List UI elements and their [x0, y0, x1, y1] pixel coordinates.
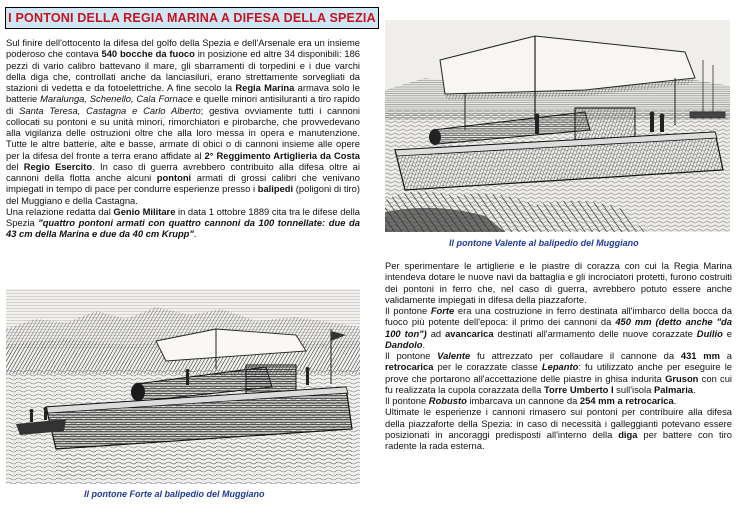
text-run: Genio Militare	[113, 205, 176, 217]
text-run: fu attrezzato per collaudare il cannone da	[470, 350, 681, 361]
text-run: 450 mm (detto anche "da 100 ton")	[385, 316, 732, 339]
text-run: Robusto	[428, 395, 467, 406]
text-run: .	[693, 383, 696, 395]
text-run: Il pontone	[385, 350, 438, 361]
text-run: Dandolo	[385, 338, 423, 350]
right-paragraph-3	[385, 350, 732, 395]
text-run: balipedi	[257, 183, 294, 195]
text-run: Sul finire dell'ottocento la difesa del golfo della Spezia e dell'Arsenale era un insieme poderoso che contava	[6, 37, 360, 60]
text-run: e	[722, 327, 733, 339]
text-run: e quelle minori antisiluranti a tiro rapido di	[6, 93, 360, 116]
text-run: .	[673, 395, 677, 406]
text-run: : fu utilizzato anche per eseguire le prove che portarono all'accettazione delle piastre in ghisa indurita	[385, 361, 732, 384]
right-paragraph-5	[385, 406, 732, 451]
text-run: in data 1 ottobre 1889 cita tra le difese della Spezia	[6, 205, 360, 228]
text-run: pontoni	[156, 172, 192, 183]
text-run: .	[422, 338, 426, 350]
text-run: Gruson	[665, 372, 699, 384]
text-run: Palmaria	[653, 383, 694, 395]
text-run: sull'isola	[613, 383, 654, 395]
text-run: Regia Marina	[235, 82, 295, 93]
text-run: avancarica	[445, 327, 494, 339]
text-run: per le corazzate classe	[433, 361, 542, 373]
text-run: Maralunga, Schenello, Cala Fornace	[40, 93, 193, 105]
caption-pontone-valente: Il pontone Valente al balipedio del Muggiano	[449, 238, 639, 248]
caption-pontone-forte: Il pontone Forte al balipedio del Muggiano	[84, 489, 265, 499]
text-run: Regio Esercito	[23, 160, 93, 172]
right-paragraph-4	[385, 395, 732, 406]
text-run: con cui fu realizzata la cupola corazzata della	[385, 372, 733, 395]
text-run: imbarcava un cannone da	[466, 395, 580, 406]
text-run: del	[6, 160, 24, 172]
text-run: Santa Teresa, Castagna e Carlo Alberto	[19, 104, 201, 116]
text-run: Ultimate le esperienze i cannoni rimasero sui pontoni per contribuire alla difesa della piazzaforte della Spezia: in caso di necessità i galleggianti potevano essere posizionati in ancoraggi predisposti all'interno della	[385, 406, 732, 440]
text-run: Valente	[437, 350, 471, 361]
text-run: . In caso di guerra avrebbero contribuito alla difesa oltre ai cannoni della flotta anche alcuni	[6, 160, 360, 183]
text-run: "quattro pontoni armati con quattro cannoni da 100 tonnellate: due da 43 cm della Marina e due da 40 cm Krupp"	[6, 217, 360, 240]
text-run: Il pontone	[385, 395, 429, 406]
text-run: diga	[618, 428, 638, 440]
text-run: in posizione ed altre 34 disponibili: 186 pezzi di vario calibro battevano il mare, gli sbarramenti di torpedini e i due varchi della diga che, controllati anche da lanciasiluri, erano strettamente sorvegliati da stazioni di vedetta e da fotoelettriche. A fine secolo la	[6, 48, 361, 93]
text-run: 431 mm	[680, 350, 720, 361]
text-run: ad	[426, 327, 446, 339]
text-run: Forte	[430, 305, 455, 316]
engraving-pontone-forte	[6, 289, 360, 484]
left-paragraph-1	[6, 37, 360, 206]
text-run: Una relazione redatta dal	[6, 205, 114, 217]
text-run: ; gestiva ovviamente tutti i cannoni collocati su pontoni e su unità minori, rimorchiatori e pirobarche, che provvedevano alla vigilanza delle ostruzioni oltre che alla loro messa in opera e manutenzione. Tutte le altre batterie, alte e basse, armate di obici o di cannoni insieme alle opere per la difesa del fronte a terra erano affidate al	[6, 104, 360, 161]
text-run: destinati all'armamento delle nuove corazzate	[493, 327, 697, 339]
left-text-column	[6, 37, 360, 240]
title-banner	[5, 7, 379, 29]
text-run: armava solo le batterie	[6, 82, 360, 105]
text-run: a	[719, 350, 732, 361]
text-run: per battere con tiro radente la rada esterna.	[385, 428, 732, 451]
text-run: 2° Reggimento Artiglieria da Costa	[204, 149, 360, 161]
text-run: Il pontone	[385, 305, 431, 316]
text-run: 254 mm a retrocarica	[579, 395, 674, 406]
text-run: Per sperimentare le artiglierie e le piastre di corazza con cui la Regia Marina intendeva dotare le nuove navi da battaglia e gli incrociatori protetti, furono costruiti dei pontoni in ferro che, nel caso di guerra, avrebbero potuto essere anche validamente impiegati in difesa della piazzaforte.	[385, 260, 732, 305]
engraving-pontone-valente	[385, 20, 730, 232]
right-paragraph-2	[385, 305, 732, 350]
text-run: armati di grossi calibri che venivano impiegati in tempo di pace per condurre esperienze presso i	[6, 172, 360, 195]
text-run: Lepanto	[541, 361, 579, 373]
left-paragraph-2	[6, 206, 360, 240]
text-run: (poligoni di tiro) del Muggiano e della Castagna.	[6, 183, 360, 206]
text-run: 540 bocche da fuoco	[101, 48, 195, 60]
text-run: era una costruzione in ferro destinata all'imbarco della bocca da fuoco più potente dell'epoca: il primo dei cannoni da	[385, 305, 732, 328]
text-run: retrocarica	[385, 361, 434, 373]
text-run: .	[193, 228, 197, 240]
text-run: Torre Umberto I	[543, 383, 614, 395]
page-title: I PONTONI DELLA REGIA MARINA A DIFESA DELLA SPEZIA	[8, 11, 376, 25]
text-run: Duilio	[696, 327, 723, 339]
right-paragraph-1	[385, 260, 732, 305]
right-text-column	[385, 260, 732, 451]
